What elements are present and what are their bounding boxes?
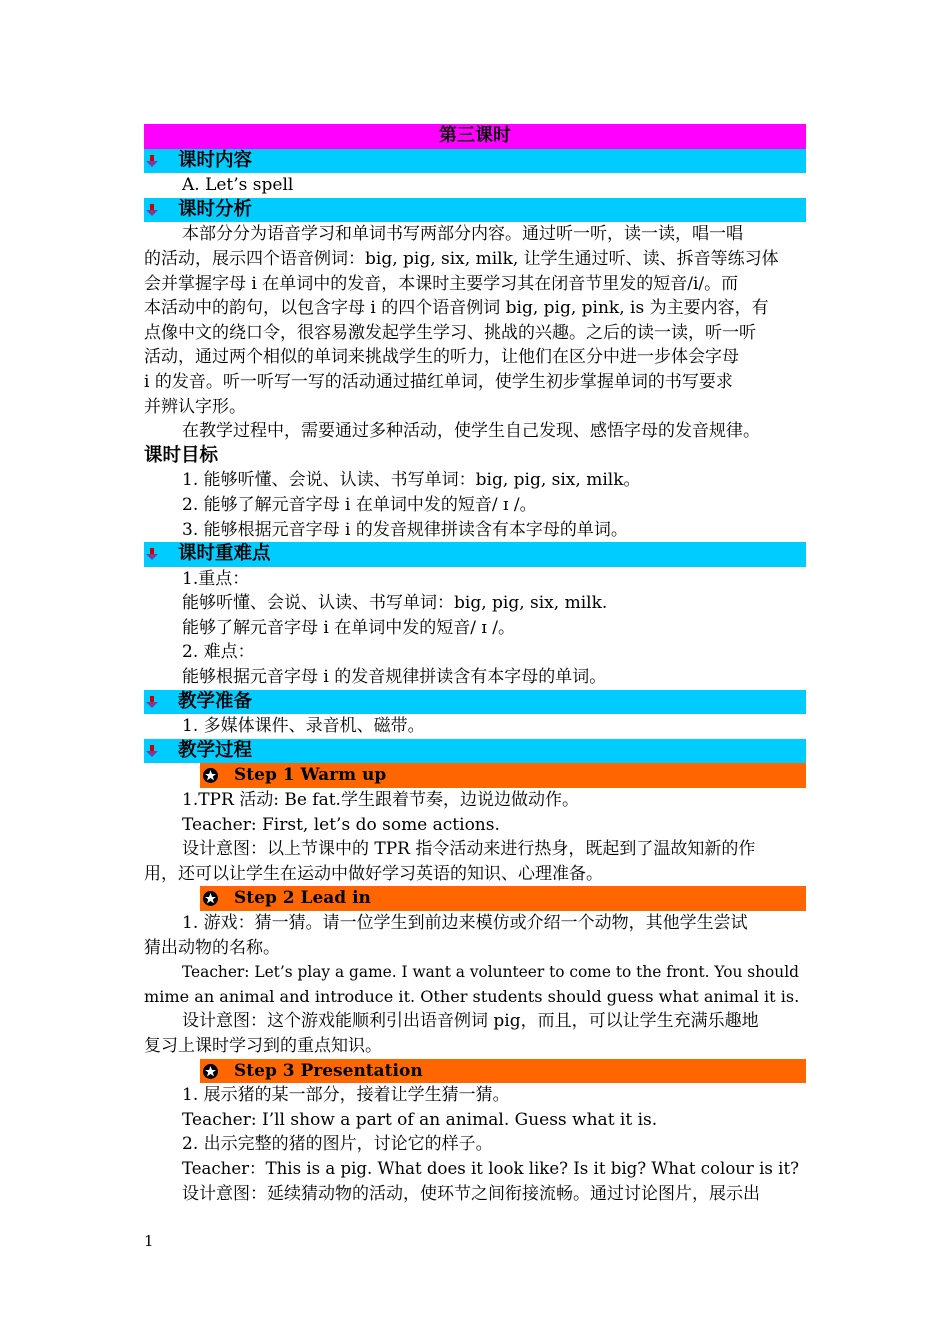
step-line: Teacher: First, let’s do some actions. (182, 814, 500, 835)
star-icon (202, 1063, 219, 1080)
section-header-keypoints (144, 542, 806, 567)
text-line: 的活动，展示四个语音例词：big, pig, six, milk, 让学生通过听、读、拆音等练习体 (144, 248, 779, 269)
text-line: 本部分分为语音学习和单词书写两部分内容。通过听一听，读一读，唱一唱 (182, 224, 743, 245)
step-line: 用，还可以让学生在运动中做好学习英语的知识、心理准备。 (144, 863, 603, 884)
step-line: Teacher: Let’s play a game. I want a volunteer to come to the front. You should (182, 963, 799, 982)
section-header-process (144, 739, 806, 764)
document-body (144, 124, 806, 1206)
keypoint-line: 能够了解元音字母 i 在单词中发的短音/ ɪ /。 (182, 617, 515, 638)
step-line: Teacher: I’ll show a part of an animal. Guess what it is. (182, 1109, 658, 1130)
text-line: 并辨认字形。 (144, 396, 246, 417)
section-heading: 课时分析 (178, 198, 253, 220)
step-line: 猜出动物的名称。 (144, 937, 280, 958)
section-heading: 教学准备 (178, 690, 253, 712)
arrow-down-icon (145, 204, 159, 217)
step-line: 复习上课时学习到的重点知识。 (144, 1035, 382, 1056)
step-header-2 (200, 886, 806, 911)
section-header-content (144, 149, 806, 174)
star-icon (202, 890, 219, 907)
star-icon (202, 767, 219, 784)
section-heading-goals: 课时目标 (144, 444, 219, 466)
arrow-down-icon (145, 548, 159, 561)
keypoint-line: 能够听懂、会说、认读、书写单词：big, pig, six, milk. (182, 593, 608, 614)
step-header-1 (200, 763, 806, 788)
text-line: 会并掌握字母 i 在单词中的发音，本课时主要学习其在闭音节里发的短音/i/。而 (144, 273, 739, 294)
text-line: i 的发音。听一听写一写的活动通过描红单词，使学生初步掌握单词的书写要求 (144, 371, 733, 392)
keypoint-line: 1.重点： (182, 568, 250, 589)
section-heading: 课时重难点 (178, 543, 271, 565)
step-line: 设计意图：延续猜动物的活动，使环节之间衔接流畅。通过讨论图片，展示出 (182, 1183, 760, 1204)
keypoint-line: 2. 难点： (182, 642, 255, 663)
arrow-down-icon (145, 745, 159, 758)
prep-text: 1. 多媒体课件、录音机、磁带。 (182, 716, 425, 737)
section-header-analysis (144, 198, 806, 223)
step-line: 设计意图：这个游戏能顺利引出语音例词 pig，而且，可以让学生充满乐趣地 (182, 1011, 759, 1032)
step-title: Step 2 Lead in (234, 888, 371, 909)
text-line: 本活动中的韵句，以包含字母 i 的四个语音例词 big, pig, pink, is 为主要内容，有 (144, 298, 769, 319)
step-line: 1.TPR 活动: Be fat.学生跟着节奏，边说边做动作。 (182, 790, 579, 811)
goal-item: 1. 能够听懂、会说、认读、书写单词：big, pig, six, milk。 (182, 470, 641, 491)
step-line: Teacher：This is a pig. What does it look like? Is it big? What colour is it? (182, 1158, 799, 1178)
arrow-down-icon (145, 155, 159, 168)
text-line: 活动，通过两个相似的单词来挑战学生的听力，让他们在区分中进一步体会字母 (144, 347, 739, 368)
goal-item: 3. 能够根据元音字母 i 的发音规律拼读含有本字母的单词。 (182, 519, 628, 540)
step-line: mime an animal and introduce it. Other students should guess what animal it is. (144, 986, 800, 1006)
step-title: Step 3 Presentation (234, 1060, 423, 1081)
analysis-paragraph-1 (144, 222, 806, 419)
page-number: 1 (144, 1232, 154, 1250)
arrow-down-icon (145, 696, 159, 709)
keypoint-line: 能够根据元音字母 i 的发音规律拼读含有本字母的单词。 (182, 667, 607, 688)
section-heading: 课时内容 (178, 149, 253, 171)
step-line: 1. 展示猪的某一部分，接着让学生猜一猜。 (182, 1085, 510, 1106)
step-line: 2. 出示完整的猪的图片，讨论它的样子。 (182, 1134, 493, 1155)
step-line: 1. 游戏：猜一猜。请一位学生到前边来模仿或介绍一个动物，其他学生尝试 (182, 913, 748, 933)
analysis-paragraph-2: 在教学过程中，需要通过多种活动，使学生自己发现、感悟字母的发音规律。 (182, 421, 760, 442)
section-heading: 教学过程 (178, 739, 253, 761)
step-line: 设计意图：以上节课中的 TPR 指令活动来进行热身，既起到了温故知新的作 (182, 839, 756, 860)
section-header-prep (144, 690, 806, 715)
page-title: 第三课时 (144, 124, 806, 149)
step-title: Step 1 Warm up (234, 765, 387, 786)
step-header-3 (200, 1059, 806, 1084)
content-text: A. Let’s spell (182, 175, 294, 196)
goal-item: 2. 能够了解元音字母 i 在单词中发的短音/ ɪ /。 (182, 494, 537, 515)
text-line: 点像中文的绕口令，很容易激发起学生学习、挑战的兴趣。之后的读一读，听一听 (144, 322, 756, 343)
